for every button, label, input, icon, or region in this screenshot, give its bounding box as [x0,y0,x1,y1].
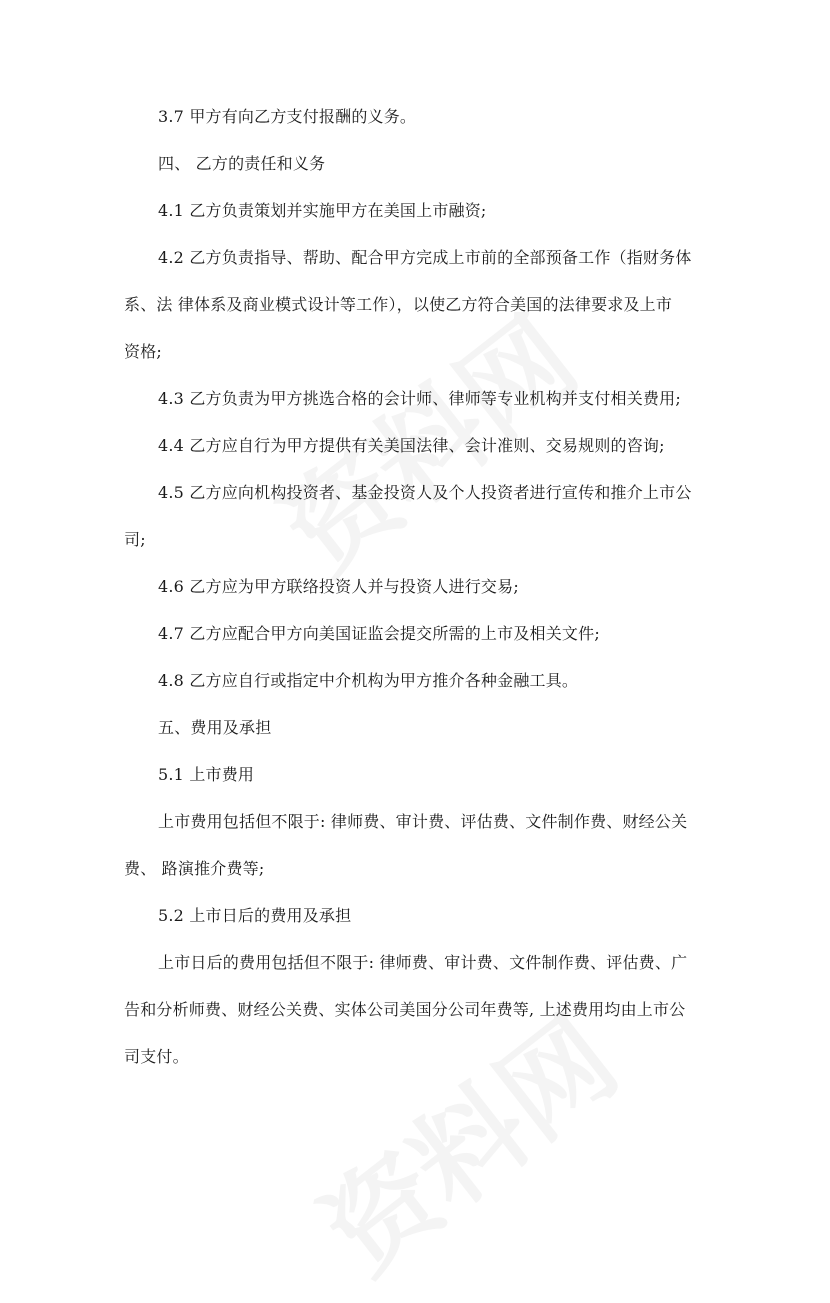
clause-5-2-heading: 5.2 上市日后的费用及承担 [158,906,352,925]
clause-4-5-line-2: 司; [124,530,146,549]
clause-5-1-heading: 5.1 上市费用 [158,765,255,784]
clause-4-2-line-2: 系、法 律体系及商业模式设计等工作），以使乙方符合美国的法律要求及上市 [124,295,673,314]
section-heading-5: 五、费用及承担 [158,718,272,737]
section-heading-4: 四、 乙方的责任和义务 [158,154,326,173]
clause-4-4: 4.4 乙方应自行为甲方提供有关美国法律、会计准则、交易规则的咨询; [158,436,665,455]
clause-4-7: 4.7 乙方应配合甲方向美国证监会提交所需的上市及相关文件; [158,624,600,643]
watermark [286,975,643,1303]
clause-5-2-line-1: 上市日后的费用包括但不限于: 律师费、审计费、文件制作费、评估费、广 [158,953,688,972]
clause-5-1-line-1: 上市费用包括但不限于: 律师费、审计费、评估费、文件制作费、财经公关 [158,812,688,831]
paragraph-3-7: 3.7 甲方有向乙方支付报酬的义务。 [158,107,417,126]
clause-4-2-line-1: 4.2 乙方负责指导、帮助、配合甲方完成上市前的全部预备工作（指财务体 [158,248,692,267]
clause-5-2-line-3: 司支付。 [124,1047,189,1066]
clause-4-6: 4.6 乙方应为甲方联络投资人并与投资人进行交易; [158,577,519,596]
clause-4-5-line-1: 4.5 乙方应向机构投资者、基金投资人及个人投资者进行宣传和推介上市公 [158,483,692,502]
clause-4-8: 4.8 乙方应自行或指定中介机构为甲方推介各种金融工具。 [158,671,579,690]
clause-4-1: 4.1 乙方负责策划并实施甲方在美国上市融资; [158,201,487,220]
clause-5-1-line-2: 费、 路演推介费等; [124,859,265,878]
clause-4-3: 4.3 乙方负责为甲方挑选合格的会计师、律师等专业机构并支付相关费用; [158,389,681,408]
clause-5-2-line-2: 告和分析师费、财经公关费、实体公司美国分公司年费等, 上述费用均由上市公 [124,1000,686,1019]
clause-4-2-line-3: 资格; [124,342,162,361]
